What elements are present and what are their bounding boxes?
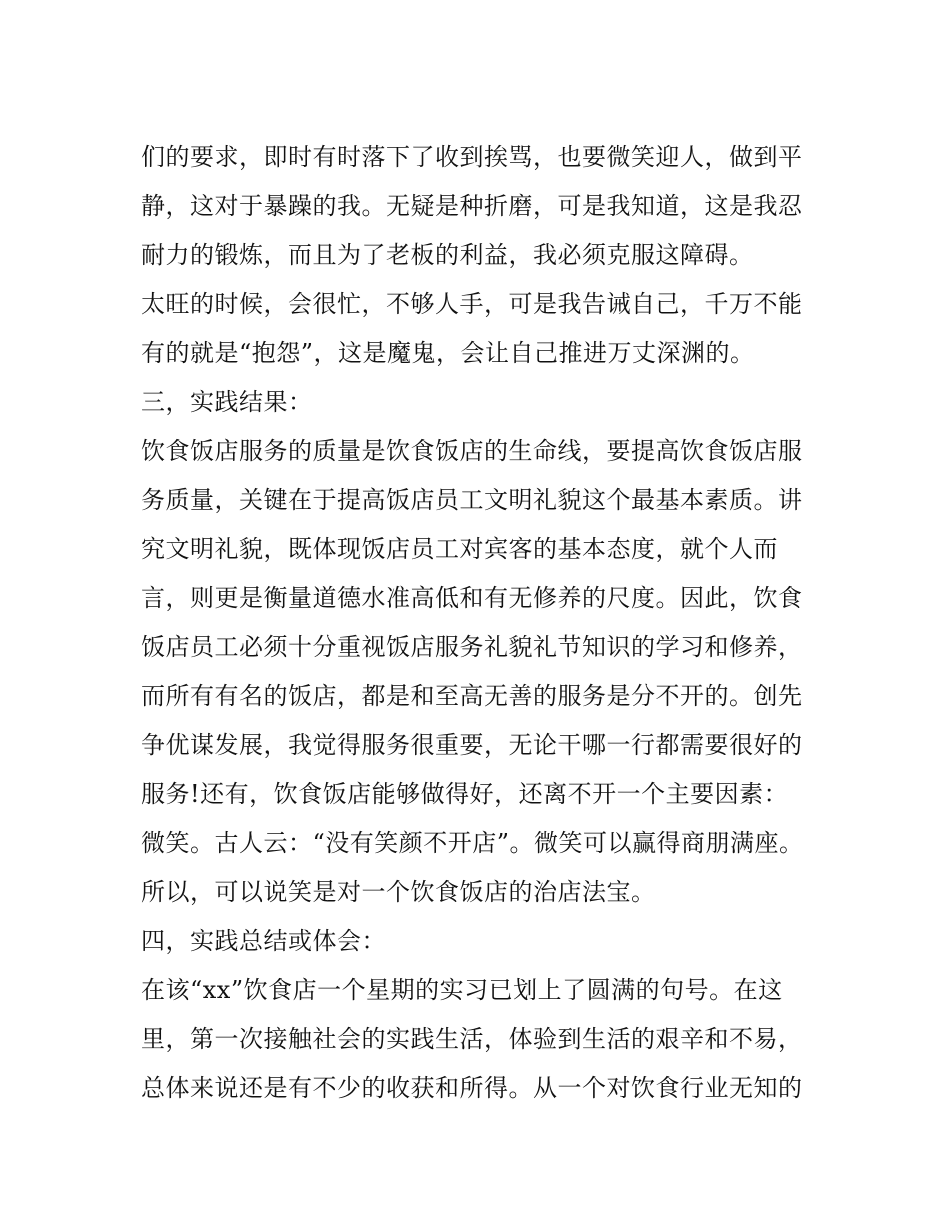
text-line: 微笑。古人云：“没有笑颜不开店”。微笑可以赢得商朋满座。 (141, 829, 804, 857)
text-line: 饮食饭店服务的质量是饮食饭店的生命线，要提高饮食饭店服 (141, 437, 803, 465)
text-line: 有的就是“抱怨”，这是魔鬼，会让自己推进万丈深渊的。 (141, 339, 755, 367)
text-line: 耐力的锻炼，而且为了老板的利益，我必须克服这障碍。 (141, 241, 754, 269)
text-line: 争优谋发展，我觉得服务很重要，无论干哪一行都需要很好的 (141, 731, 803, 759)
text-line: 所以，可以说笑是对一个饮食饭店的治店法宝。 (141, 878, 656, 906)
text-line: 言，则更是衡量道德水准高低和有无修养的尺度。因此，饮食 (141, 584, 803, 612)
text-line: 在该“xx”饮食店一个星期的实习已划上了圆满的句号。在这 (141, 976, 783, 1004)
text-line: 饭店员工必须十分重视饭店服务礼貌礼节知识的学习和修养， (141, 633, 803, 661)
document-body (141, 133, 821, 1113)
section-heading: 四，实践总结或体会： (141, 927, 386, 955)
text-line: 们的要求，即时有时落下了收到挨骂，也要微笑迎人，做到平 (141, 143, 803, 171)
section-heading: 三，实践结果： (141, 388, 313, 416)
text-line: 静，这对于暴躁的我。无疑是种折磨，可是我知道，这是我忍 (141, 192, 803, 220)
text-line: 太旺的时候，会很忙，不够人手，可是我告诫自己，千万不能 (141, 290, 803, 318)
text-line: 服务!还有，饮食饭店能够做得好，还离不开一个主要因素： (141, 780, 789, 808)
text-line: 务质量，关键在于提高饭店员工文明礼貌这个最基本素质。讲 (141, 486, 803, 514)
text-line: 总体来说还是有不少的收获和所得。从一个对饮食行业无知的 (141, 1074, 803, 1102)
text-line: 里，第一次接触社会的实践生活，体验到生活的艰辛和不易， (141, 1025, 803, 1053)
text-line: 究文明礼貌，既体现饭店员工对宾客的基本态度，就个人而 (141, 535, 778, 563)
text-line: 而所有有名的饭店，都是和至高无善的服务是分不开的。创先 (141, 682, 803, 710)
